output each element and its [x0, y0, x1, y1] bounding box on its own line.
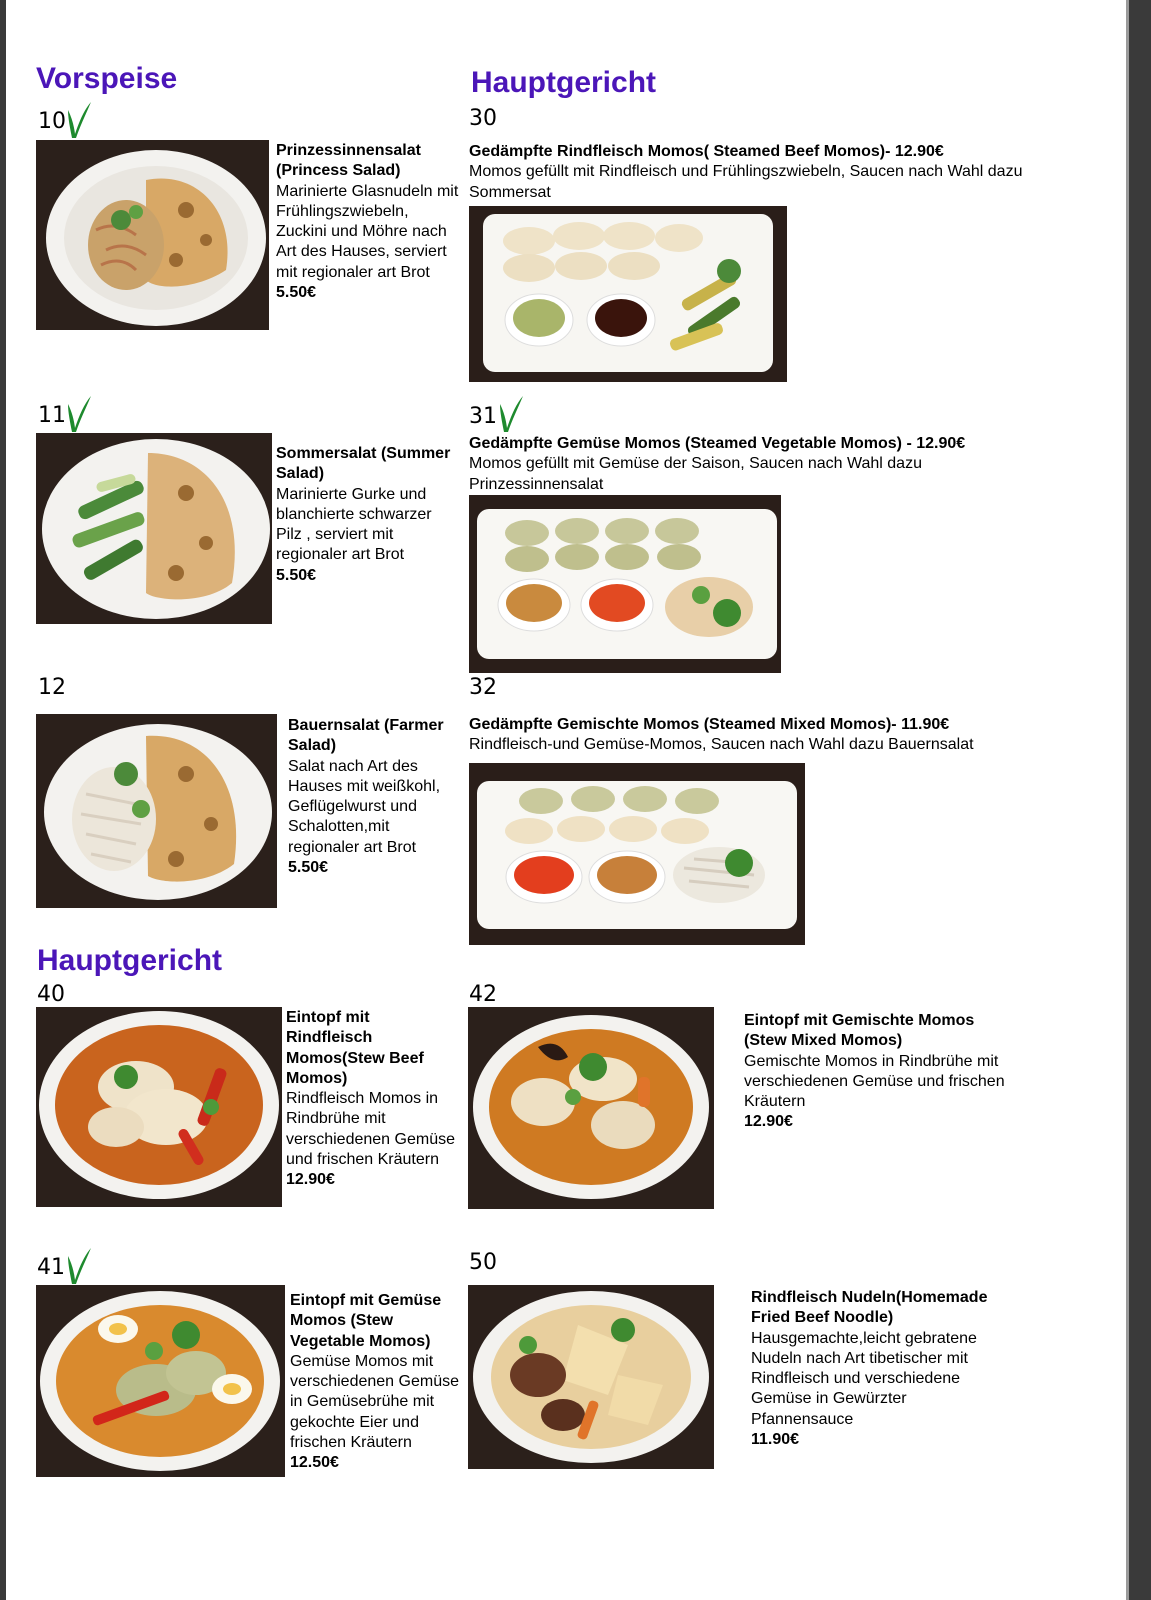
- item-price: 12.50€: [290, 1454, 339, 1472]
- item-description: Momos gefüllt mit Gemüse der Saison, Saucen nach Wahl dazu Prinzessinnensalat: [469, 455, 922, 493]
- item-title: Eintopf mit Gemüse Momos (Stew Vegetable Momos): [290, 1292, 442, 1350]
- mixed-momos-plate-photo: [469, 763, 805, 945]
- item-price: 5.50€: [288, 859, 329, 877]
- item-price: 5.50€: [276, 284, 317, 302]
- item-number: 30: [469, 106, 497, 131]
- menu-item-50-text: [751, 1288, 1011, 1450]
- beef-momos-plate-photo: [469, 206, 787, 382]
- item-number: 40: [37, 982, 65, 1007]
- section-title-stews: Hauptgericht: [37, 944, 223, 977]
- salad-with-flatbread-photo: [36, 140, 269, 330]
- beef-momo-stew-photo: [36, 1007, 282, 1207]
- item-number: 41: [37, 1255, 65, 1280]
- item-price: 11.90€: [751, 1431, 800, 1449]
- item-title: Sommersalat (Summer Salad): [276, 445, 451, 483]
- vegetarian-leaf-icon: [498, 394, 524, 434]
- menu-item-10-text: [276, 141, 460, 303]
- menu-item-40-text: [286, 1008, 458, 1191]
- item-number: 12: [38, 675, 66, 700]
- item-description: Gemischte Momos in Rindbrühe mit verschiedenen Gemüse und frischen Kräutern: [744, 1052, 1005, 1111]
- item-description: Rindfleisch Momos in Rindbrühe mit verschiedenen Gemüse und frischen Kräutern: [286, 1090, 455, 1169]
- item-number: 10: [38, 109, 66, 134]
- menu-item-42-text: [744, 1011, 1044, 1133]
- item-number: 11: [38, 403, 66, 428]
- vegetarian-leaf-icon: [66, 1246, 92, 1286]
- item-title: Prinzessinnensalat (Princess Salad): [276, 142, 421, 180]
- page-edge-right: [1129, 0, 1151, 1600]
- item-title: Gedämpfte Gemüse Momos (Steamed Vegetable Momos) - 12.90€: [469, 435, 966, 452]
- menu-item-12-text: [288, 716, 460, 878]
- page-edge-left: [0, 0, 6, 1600]
- section-title-mains: Hauptgericht: [471, 66, 657, 99]
- item-description: Rindfleisch-und Gemüse-Momos, Saucen nach Wahl dazu Bauernsalat: [469, 736, 974, 754]
- item-description: Marinierte Glasnudeln mit Frühlingszwiebeln, Zuckini und Möhre nach Art des Hauses, serviert mit regionaler art Brot: [276, 182, 459, 281]
- cucumber-salad-photo: [36, 433, 272, 624]
- item-number: 42: [469, 982, 497, 1007]
- item-description: Marinierte Gurke und blanchierte schwarzer Pilz , serviert mit regionaler art Brot: [276, 485, 432, 564]
- item-description: Hausgemachte,leicht gebratene Nudeln nach Art tibetischer mit Rindfleisch und verschiedene Gemüse in Gewürzter Pfannensauce: [751, 1329, 977, 1428]
- item-title: Bauernsalat (Farmer Salad): [288, 717, 444, 755]
- item-description: Salat nach Art des Hauses mit weißkohl, Geflügelwurst und Schalotten,mit regionaler art Brot: [288, 757, 441, 856]
- vegetarian-leaf-icon: [66, 100, 92, 140]
- mixed-momo-stew-photo: [468, 1007, 714, 1209]
- vegetable-momo-stew-photo: [36, 1285, 285, 1477]
- item-title: Rindfleisch Nudeln(Homemade Fried Beef Noodle): [751, 1289, 988, 1327]
- item-number: 31: [469, 404, 497, 429]
- cabbage-salad-photo: [36, 714, 277, 908]
- vegetarian-leaf-icon: [66, 394, 92, 434]
- item-description: Gemüse Momos mit verschiedenen Gemüse in Gemüsebrühe mit gekochte Eier und frischen Kräutern: [290, 1352, 459, 1452]
- section-title-starters: Vorspeise: [36, 62, 178, 95]
- menu-item-31-text: [469, 434, 1069, 495]
- item-price: 12.90€: [744, 1113, 793, 1131]
- item-number: 32: [469, 675, 497, 700]
- item-title: Gedämpfte Rindfleisch Momos( Steamed Beef Momos)- 12.90€: [469, 143, 944, 160]
- item-price: 5.50€: [276, 566, 317, 584]
- menu-item-32-text: [469, 715, 1069, 756]
- menu-item-41-text: [290, 1291, 462, 1474]
- vegetable-momos-plate-photo: [469, 495, 781, 673]
- item-description: Momos gefüllt mit Rindfleisch und Frühlingszwiebeln, Saucen nach Wahl dazu Sommersat: [469, 163, 1023, 201]
- menu-item-11-text: [276, 444, 460, 586]
- item-title: Gedämpfte Gemischte Momos (Steamed Mixed Momos)- 11.90€: [469, 716, 950, 733]
- menu-item-30-text: [469, 142, 1069, 203]
- item-title: Eintopf mit Rindfleisch Momos(Stew Beef Momos): [286, 1009, 424, 1087]
- item-price: 12.90€: [286, 1171, 335, 1189]
- fried-beef-noodle-photo: [468, 1285, 714, 1469]
- item-number: 50: [469, 1250, 497, 1275]
- item-title: Eintopf mit Gemischte Momos (Stew Mixed Momos): [744, 1012, 975, 1050]
